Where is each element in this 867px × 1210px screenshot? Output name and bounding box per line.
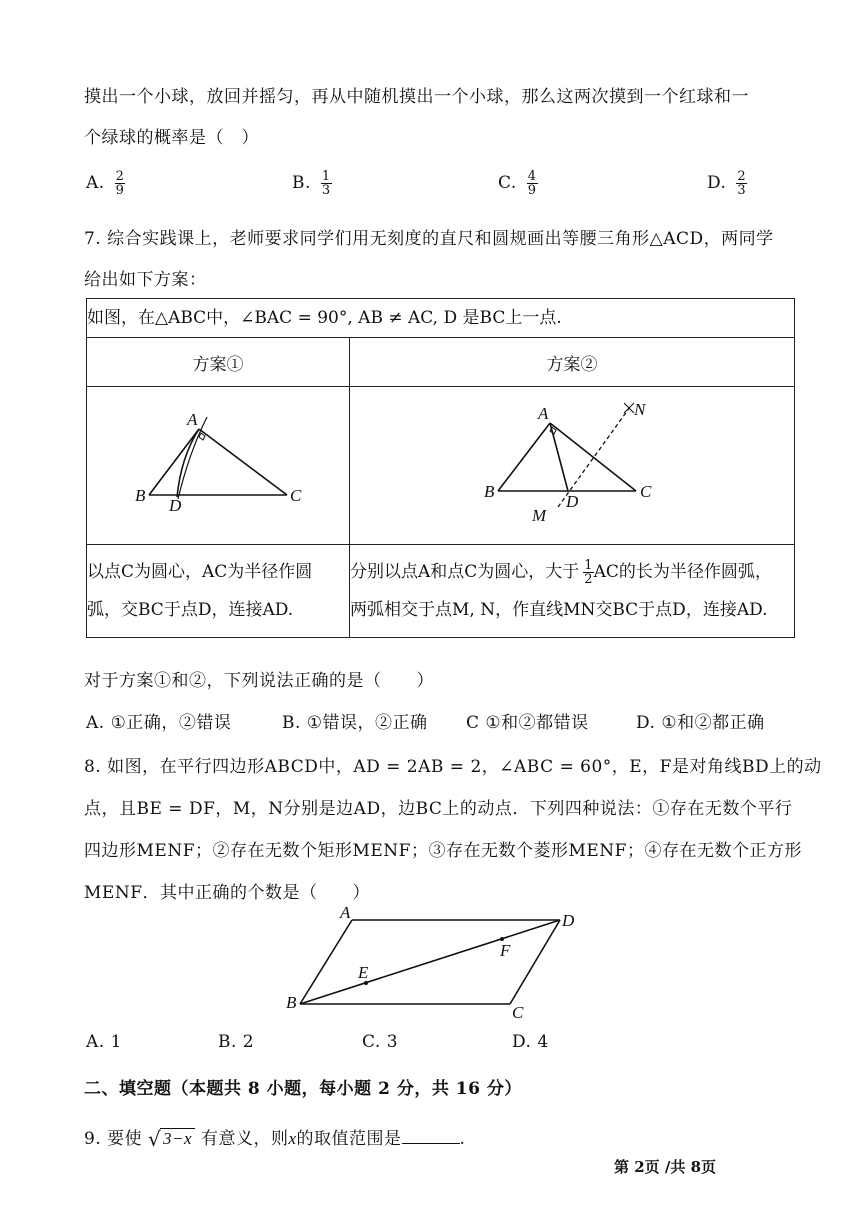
- label-B: B: [484, 482, 495, 501]
- q7-line1: 7. 综合实践课上，老师要求同学们用无刻度的直尺和圆规画出等腰三角形△ACD，两同学: [84, 229, 774, 249]
- plan1-text-line1: 以点C为圆心，AC为半径作圆: [87, 562, 313, 582]
- fraction: [115, 170, 126, 197]
- given-cell: [87, 299, 795, 338]
- label-D: D: [566, 492, 579, 511]
- q7-line2: 给出如下方案：: [84, 270, 207, 290]
- plan1-title: 方案①: [87, 338, 350, 387]
- plan2-line1-part1: 分别以点A和点C为圆心，大于: [350, 562, 580, 582]
- option-label: C.: [498, 173, 517, 193]
- label-E: E: [358, 963, 369, 982]
- label-C: C: [290, 486, 302, 505]
- q7-option-c: C ①和②都错误: [466, 713, 589, 733]
- q8-line3: 四边形MENF；②存在无数个矩形MENF；③存在无数个菱形MENF；④存在无数个正方形: [84, 841, 802, 861]
- plan2-text-cell: [350, 545, 795, 638]
- plan2-figure: [350, 387, 794, 539]
- option-label: A.: [86, 173, 105, 193]
- denominator: 9: [115, 183, 125, 198]
- q9-end: .: [459, 1129, 466, 1149]
- plan2-figure-cell: [350, 387, 795, 545]
- denominator: 9: [527, 183, 537, 198]
- numerator: 2: [737, 169, 747, 184]
- q8-line4: MENF．其中正确的个数是（ ）: [84, 883, 370, 903]
- page-footer: 第 2页 /共 8页: [614, 1158, 717, 1176]
- q8-option-b: B. 2: [218, 1032, 255, 1052]
- label-D: D: [562, 911, 575, 930]
- q8-option-a: A. 1: [86, 1032, 122, 1052]
- plan2-text-line1: [350, 553, 794, 591]
- section2-title: 二、填空题（本题共 8 小题，每小题 2 分，共 16 分）: [84, 1079, 522, 1099]
- q7-option-a: A. ①正确，②错误: [86, 713, 232, 733]
- numerator: 4: [527, 169, 537, 184]
- label-B: B: [135, 486, 146, 505]
- q8-line2: 点，且BE = DF，M，N分别是边AD，边BC上的动点．下列四种说法：①存在无数个平行: [84, 799, 793, 819]
- q9-middle: 有意义，则: [200, 1129, 289, 1149]
- q7-option-d: D. ①和②都正确: [636, 713, 765, 733]
- numerator: 1: [584, 558, 593, 573]
- denominator: 2: [584, 572, 593, 587]
- plan2-title: 方案②: [350, 338, 795, 387]
- answer-blank[interactable]: [402, 1127, 460, 1144]
- plan1-text-cell: [87, 545, 350, 638]
- q8-option-c: C. 3: [362, 1032, 399, 1052]
- radical-sign-icon: √: [148, 1127, 162, 1151]
- plan2-text-line2: 两弧相交于点M, N，作直线MN交BC于点D，连接AD.: [350, 600, 768, 620]
- fraction: [736, 170, 747, 197]
- q9-var: x: [288, 1129, 297, 1148]
- given-text: 如图，在△ABC中，∠BAC = 90°, AB ≠ AC, D 是BC上一点.: [87, 308, 562, 328]
- q6-option-d: [707, 170, 747, 197]
- fraction: [527, 170, 538, 197]
- label-C: C: [512, 1003, 524, 1022]
- sqrt-expression: [148, 1129, 195, 1149]
- label-F: F: [500, 941, 511, 960]
- option-label: B.: [292, 173, 311, 193]
- label-A: A: [340, 904, 351, 922]
- scheme-table: [86, 298, 795, 638]
- q9-suffix: 的取值范围是: [296, 1129, 402, 1149]
- fraction: [321, 170, 332, 197]
- plan1-figure-cell: [87, 387, 350, 545]
- q6-line1: 摸出一个小球，放回并摇匀，再从中随机摸出一个小球，那么这两次摸到一个红球和一: [84, 87, 749, 107]
- plan1-text-line2: 弧，交BC于点D，连接AD.: [87, 600, 294, 620]
- q9-line: [84, 1124, 465, 1149]
- q9-prefix: 9. 要使: [84, 1129, 143, 1149]
- label-B: B: [286, 993, 297, 1012]
- q6-option-c: [498, 170, 538, 197]
- radicand: 3−x: [160, 1128, 195, 1148]
- denominator: 3: [321, 183, 331, 198]
- label-M: M: [532, 506, 547, 525]
- label-C: C: [640, 482, 652, 501]
- plan2-line1-part2: AC的长为半径作圆弧，: [593, 562, 772, 582]
- q6-option-a: [86, 170, 125, 197]
- q8-figure: [280, 904, 600, 1024]
- label-N: N: [634, 400, 646, 419]
- label-A: A: [538, 404, 549, 423]
- label-A: A: [187, 410, 198, 429]
- numerator: 2: [115, 169, 125, 184]
- label-D: D: [169, 496, 182, 515]
- plan1-figure: [87, 387, 349, 539]
- q8-line1: 8. 如图，在平行四边形ABCD中，AD = 2AB = 2，∠ABC = 60°，E，F是对角线BD上的动: [84, 757, 822, 777]
- option-label: D.: [707, 173, 727, 193]
- q8-option-d: D. 4: [512, 1032, 549, 1052]
- q7-option-b: B. ①错误，②正确: [282, 713, 428, 733]
- q7-question: 对于方案①和②，下列说法正确的是（ ）: [84, 671, 434, 691]
- numerator: 1: [321, 169, 331, 184]
- denominator: 3: [737, 183, 747, 198]
- fraction-half: [583, 559, 593, 586]
- q6-line2: 个绿球的概率是（ ）: [84, 128, 259, 148]
- q6-option-b: [292, 170, 332, 197]
